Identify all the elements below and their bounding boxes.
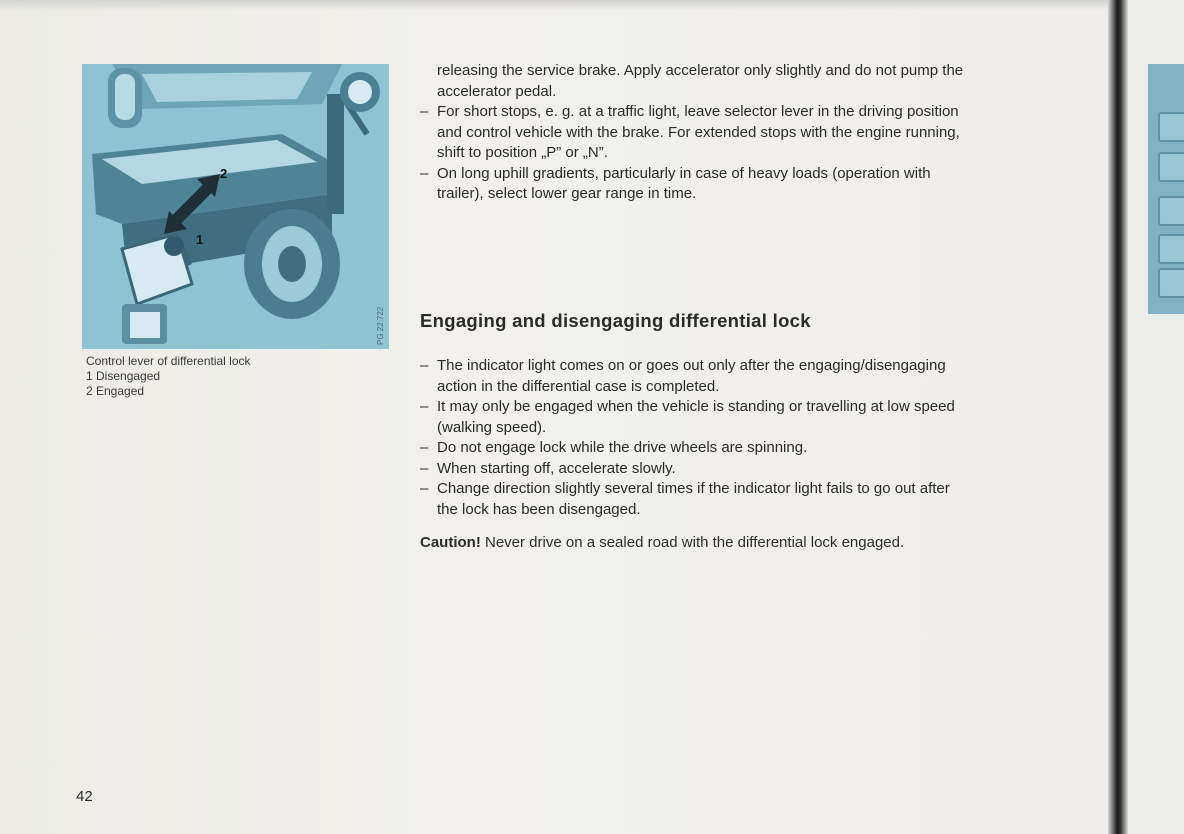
list-item: – On long uphill gradients, particularly in case of heavy loads (operation with trailer), select lower gear range in time. — [420, 164, 1100, 205]
list-item: – When starting off, accelerate slowly. — [420, 459, 1100, 480]
section-heading: Engaging and disengaging differential lock — [420, 310, 811, 331]
list-line: trailer), select lower gear range in time. — [437, 185, 697, 202]
top-text-block — [420, 61, 1100, 205]
page-top-shadow — [0, 0, 1118, 10]
adjacent-page-tab — [1158, 234, 1184, 264]
list-item: – The indicator light comes on or goes out only after the engaging/disengaging action in the differential case is completed. — [420, 356, 1100, 397]
callout-1: 1 — [196, 232, 204, 247]
list-line: Change direction slightly several times if the indicator light fails to go out after — [437, 480, 950, 497]
caution-label: Caution! — [420, 534, 481, 551]
caption-item: 2 Engaged — [86, 384, 145, 398]
continued-text: accelerator pedal. — [437, 82, 557, 100]
list-line: When starting off, accelerate slowly. — [437, 459, 676, 477]
figure-code: PG 22 722 — [376, 306, 385, 345]
list-item: – It may only be engaged when the vehicle is standing or travelling at low speed (walking speed). — [420, 397, 1100, 438]
caution-text: Never drive on a sealed road with the differential lock engaged. — [480, 534, 905, 551]
differential-lock-illustration — [82, 64, 389, 349]
caption-title: Control lever of differential lock — [86, 354, 251, 368]
list-line: The indicator light comes on or goes out only after the engaging/disengaging — [437, 357, 946, 374]
list-item: – Change direction slightly several times if the indicator light fails to go out after the lock has been disengaged. — [420, 479, 1100, 520]
adjacent-page-tab — [1158, 268, 1184, 298]
adjacent-page-tab — [1158, 112, 1184, 142]
figure-caption — [86, 354, 251, 399]
list-line: For short stops, e. g. at a traffic light, leave selector lever in the driving position — [437, 103, 959, 120]
list-line: It may only be engaged when the vehicle is standing or travelling at low speed — [437, 398, 955, 415]
lever-drawing — [82, 64, 389, 349]
list-line: On long uphill gradients, particularly in case of heavy loads (operation with — [437, 164, 931, 182]
list-item: – For short stops, e. g. at a traffic light, leave selector lever in the driving position and control vehicle with the brake. For extended stops with the engine running, shift to position „P” or „N”. — [420, 102, 1100, 164]
book-gutter — [1108, 0, 1128, 834]
caution-note — [420, 533, 904, 554]
list-item: – Do not engage lock while the drive wheels are spinning. — [420, 438, 1100, 459]
page-number: 42 — [76, 788, 93, 805]
callout-2: 2 — [220, 166, 228, 181]
list-line: (walking speed). — [437, 418, 547, 436]
adjacent-page-tab — [1158, 152, 1184, 182]
list-line: action in the differential case is completed. — [437, 377, 720, 395]
list-line: Do not engage lock while the drive wheels are spinning. — [437, 439, 808, 456]
caption-item: 1 Disengaged — [86, 369, 161, 383]
continued-text: releasing the service brake. Apply accelerator only slightly and do not pump the — [437, 62, 964, 79]
list-line: shift to position „P” or „N”. — [437, 144, 608, 161]
list-line: the lock has been disengaged. — [437, 500, 641, 518]
list-line: and control vehicle with the brake. For extended stops with the engine running, — [437, 123, 960, 141]
adjacent-page-tab — [1158, 196, 1184, 226]
section-list — [420, 356, 1100, 520]
